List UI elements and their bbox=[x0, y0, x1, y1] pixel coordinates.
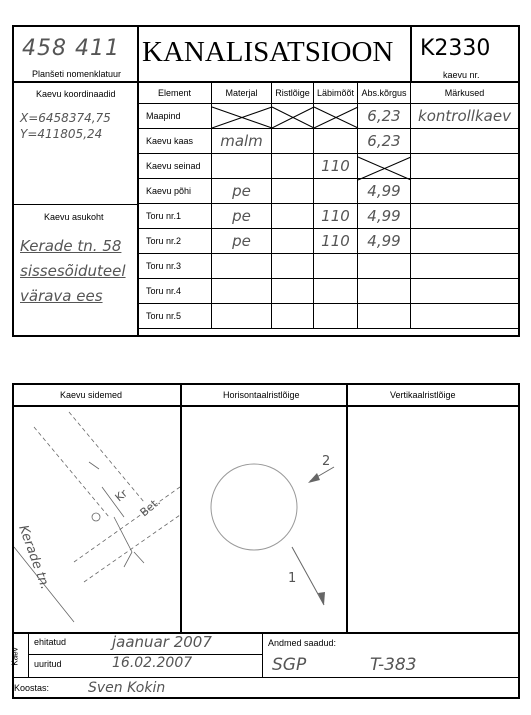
coord-x: X=6458374,75 bbox=[20, 111, 111, 125]
row-5-material: pe bbox=[212, 204, 272, 229]
well-number-label: kaevu nr. bbox=[443, 70, 480, 80]
nomenclature-label: Planšeti nomenklatuur bbox=[32, 69, 122, 79]
row-5-element: Toru nr.1 bbox=[138, 204, 212, 229]
surveyed-value: 16.02.2007 bbox=[112, 655, 193, 671]
row-8-element: Toru nr.4 bbox=[138, 279, 212, 304]
row-6-abs: 4,99 bbox=[358, 229, 411, 254]
sketch-bet-label: Bet. bbox=[137, 495, 163, 520]
links-label: Kaevu sidemed bbox=[60, 390, 123, 400]
data-from-label: Andmed saadud: bbox=[268, 638, 337, 648]
location-label: Kaevu asukoht bbox=[44, 212, 104, 222]
vertical-section-label: Vertikaalristlõige bbox=[390, 390, 456, 400]
sketch-k-label: Kr bbox=[112, 486, 130, 505]
data-from-value: SGP bbox=[272, 655, 307, 675]
location-sketch bbox=[14, 407, 180, 632]
row-7-element: Toru nr.3 bbox=[138, 254, 212, 279]
coord-y: Y=411805,24 bbox=[20, 127, 103, 141]
pipe-1-label: 1 bbox=[288, 571, 297, 586]
row-6-material: pe bbox=[212, 229, 272, 254]
kaev-label: Kaev bbox=[10, 647, 20, 666]
row-9-element: Toru nr.5 bbox=[138, 304, 212, 329]
built-label: ehitatud bbox=[34, 637, 67, 647]
row-1-element: Maapind bbox=[138, 104, 212, 129]
row-3-diameter: 110 bbox=[314, 154, 358, 179]
horizontal-section-drawing bbox=[182, 407, 346, 632]
row-5-diameter: 110 bbox=[314, 204, 358, 229]
coords-label: Kaevu koordinaadid bbox=[36, 89, 116, 99]
row-4-abs: 4,99 bbox=[358, 179, 411, 204]
built-value: jaanuar 2007 bbox=[112, 633, 212, 651]
row-3-element: Kaevu seinad bbox=[138, 154, 212, 179]
row-1-notes: kontrollkaev bbox=[411, 104, 519, 129]
pipe-2-label: 2 bbox=[322, 454, 331, 469]
nomenclature-value: 458 411 bbox=[22, 36, 120, 61]
row-4-material: pe bbox=[212, 179, 272, 204]
header-abs: Abs.kõrgus bbox=[358, 82, 411, 104]
row-2-abs: 6,23 bbox=[358, 129, 411, 154]
row-1-abs: 6,23 bbox=[358, 104, 411, 129]
horizontal-section-label: Horisontaalristlõige bbox=[223, 390, 300, 400]
location-line-3: värava ees bbox=[20, 287, 103, 305]
compiled-label: Koostas: bbox=[14, 683, 50, 693]
sketch-street-label: Kerade tn. bbox=[15, 523, 53, 592]
header-notes: Märkused bbox=[411, 82, 519, 104]
header-diameter: Läbimõõt bbox=[314, 82, 358, 104]
header-material: Materjal bbox=[212, 82, 272, 104]
header-cross: Ristlõige bbox=[272, 82, 314, 104]
header-element: Element bbox=[138, 82, 212, 104]
location-line-2: sissesõiduteel bbox=[20, 262, 126, 280]
crossout-marks bbox=[0, 0, 531, 340]
compiled-value: Sven Kokin bbox=[88, 680, 166, 696]
row-2-material: malm bbox=[212, 129, 272, 154]
row-6-diameter: 110 bbox=[314, 229, 358, 254]
location-line-1: Kerade tn. 58 bbox=[20, 237, 122, 255]
row-6-element: Toru nr.2 bbox=[138, 229, 212, 254]
row-4-element: Kaevu põhi bbox=[138, 179, 212, 204]
surveyed-label: uuritud bbox=[34, 659, 62, 669]
document-title: KANALISATSIOON bbox=[142, 36, 394, 68]
data-ref-value: T-383 bbox=[370, 655, 417, 675]
row-2-element: Kaevu kaas bbox=[138, 129, 212, 154]
well-number-value: K2330 bbox=[420, 36, 491, 61]
row-5-abs: 4,99 bbox=[358, 204, 411, 229]
